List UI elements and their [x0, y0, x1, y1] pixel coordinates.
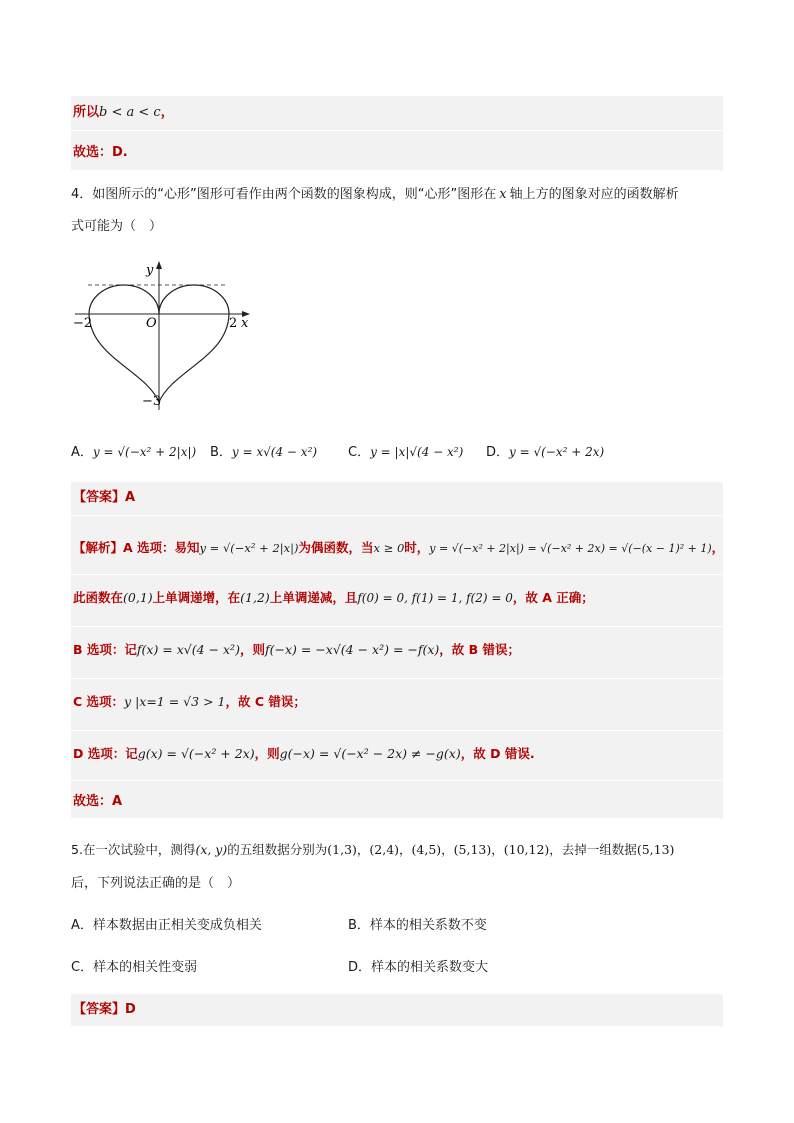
q4-stem-a: 4．如图所示的“心形”图形可看作由两个函数的图象构成，则“心形”图形在 — [71, 187, 497, 202]
heart-upper-right — [159, 285, 229, 314]
line2-c: 上单调递减，且 — [269, 590, 358, 605]
conclusion-suffix: ， — [160, 105, 174, 120]
analysis-end: ， — [711, 540, 725, 555]
x-label: x — [241, 316, 249, 331]
q5-m2: (1,3)，(2,4)，(4,5)，(5,13)，(10,12) — [327, 842, 550, 857]
line2-m3: f(0) = 0, f(1) = 1, f(2) = 0 — [357, 591, 513, 605]
analysis-line-c — [73, 692, 306, 712]
analysis-line-b — [73, 640, 520, 660]
heart-lower-right — [159, 314, 229, 402]
lineB-b: ，则 — [239, 642, 265, 657]
q4-stem-b: 轴上方的图象对应的函数解析 — [509, 187, 679, 202]
divider — [71, 730, 723, 731]
line2-d: ，故 A 正确； — [512, 590, 594, 605]
lineB-m1: f(x) = x√(4 − x²) — [136, 642, 240, 657]
q5-option-d[interactable]: D．样本的相关系数变大 — [348, 960, 489, 975]
y-label: y — [146, 263, 154, 278]
analysis-label: 【解析】A 选项：易知 — [73, 540, 200, 555]
analysis-math1: y = √(−x² + 2|x|) — [199, 541, 299, 555]
answer-block-q4 — [71, 482, 723, 818]
q5-stem-line1 — [71, 840, 674, 860]
analysis-line-a — [73, 538, 724, 559]
lineD-a: D 选项：记 — [73, 746, 138, 761]
lineC-a: C 选项： — [73, 694, 125, 709]
q4-option-b[interactable] — [210, 442, 317, 463]
option-d-math: y = √(−x² + 2x) — [509, 445, 605, 459]
answer-title-q4: 【答案】A — [73, 490, 136, 505]
q4-stem-line2: 式可能为（ ） — [71, 219, 163, 234]
q5-m3: (5,13) — [636, 842, 675, 857]
divider — [71, 626, 723, 627]
q5-stem-line2: 后，下列说法正确的是（ ） — [71, 876, 241, 891]
lineD-b: ，则 — [254, 746, 280, 761]
line2-b: 上单调递增，在 — [152, 590, 241, 605]
lineB-a: B 选项：记 — [73, 642, 137, 657]
analysis-math3: y = √(−x² + 2|x|) = √(−x² + 2x) = √(−(x − 1)² + 1) — [429, 542, 712, 555]
option-a-math: y = √(−x² + 2|x|) — [92, 445, 197, 459]
option-c-letter: C． — [348, 445, 371, 460]
line2-a: 此函数在 — [73, 590, 124, 605]
q5-b: 的五组数据分别为 — [227, 842, 328, 857]
divider — [71, 574, 723, 575]
option-b-math: y = x√(4 − x²) — [231, 445, 318, 459]
lineB-m2: f(−x) = −x√(4 − x²) = −f(x) — [264, 642, 440, 657]
conclusion-prefix: 所以 — [73, 105, 100, 120]
conclusion-line — [73, 103, 174, 123]
y-axis-arrow — [156, 261, 162, 269]
lineD-m2: g(−x) = √(−x² − 2x) ≠ −g(x) — [279, 746, 461, 761]
line2-m2: (1,2) — [240, 590, 270, 605]
q4-stem-x: x — [499, 187, 507, 202]
lineC-b: ，故 C 错误； — [225, 694, 306, 709]
conclusion-math: b < a < c — [99, 105, 161, 120]
option-a-letter: A． — [71, 445, 93, 460]
option-b-letter: B． — [210, 445, 232, 460]
q4-option-a[interactable] — [71, 442, 196, 463]
q4-stem-line1 — [71, 185, 679, 205]
divider — [71, 130, 723, 131]
neg2-label: −2 — [73, 316, 93, 331]
q5-option-c[interactable]: C．样本的相关性变弱 — [71, 960, 198, 975]
q5-c: ，去掉一组数据 — [549, 842, 637, 857]
analysis-mid: 为偶函数，当 — [298, 540, 374, 555]
analysis-math2: x ≥ 0 — [373, 541, 405, 555]
choice-line: 故选：D. — [73, 145, 128, 160]
q5-m1: (x, y) — [195, 842, 228, 857]
answer-title-q5: 【答案】D — [73, 1002, 136, 1017]
analysis-line-d — [73, 744, 535, 764]
q5-a: 5.在一次试验中，测得 — [71, 842, 196, 857]
neg3-label: −3 — [142, 394, 162, 409]
solution-block-q3-end — [71, 96, 723, 170]
option-d-letter: D． — [486, 445, 510, 460]
q5-option-a[interactable]: A．样本数据由正相关变成负相关 — [71, 918, 262, 933]
origin-label: O — [146, 316, 157, 331]
lineD-m1: g(x) = √(−x² + 2x) — [137, 746, 255, 761]
line2-m1: (0,1) — [123, 590, 153, 605]
divider — [71, 780, 723, 781]
q4-option-d[interactable] — [486, 442, 604, 463]
lineC-m: y |x=1 = √3 > 1 — [124, 694, 226, 709]
final-choice-q4: 故选：A — [73, 794, 123, 809]
heart-upper-left — [89, 285, 159, 314]
lineD-c: ，故 D 错误. — [460, 746, 535, 761]
lineB-c: ，故 B 错误； — [439, 642, 521, 657]
option-c-math: y = |x|√(4 − x²) — [370, 445, 464, 459]
q5-option-b[interactable]: B．样本的相关系数不变 — [348, 918, 487, 933]
analysis-mid2: 时， — [404, 540, 430, 555]
q4-option-c[interactable] — [348, 442, 463, 463]
answer-block-q5 — [71, 994, 723, 1026]
divider — [71, 515, 723, 516]
heart-graph — [70, 252, 270, 412]
divider — [71, 678, 723, 679]
analysis-line-a2 — [73, 588, 594, 608]
pos2-label: 2 — [229, 316, 238, 331]
